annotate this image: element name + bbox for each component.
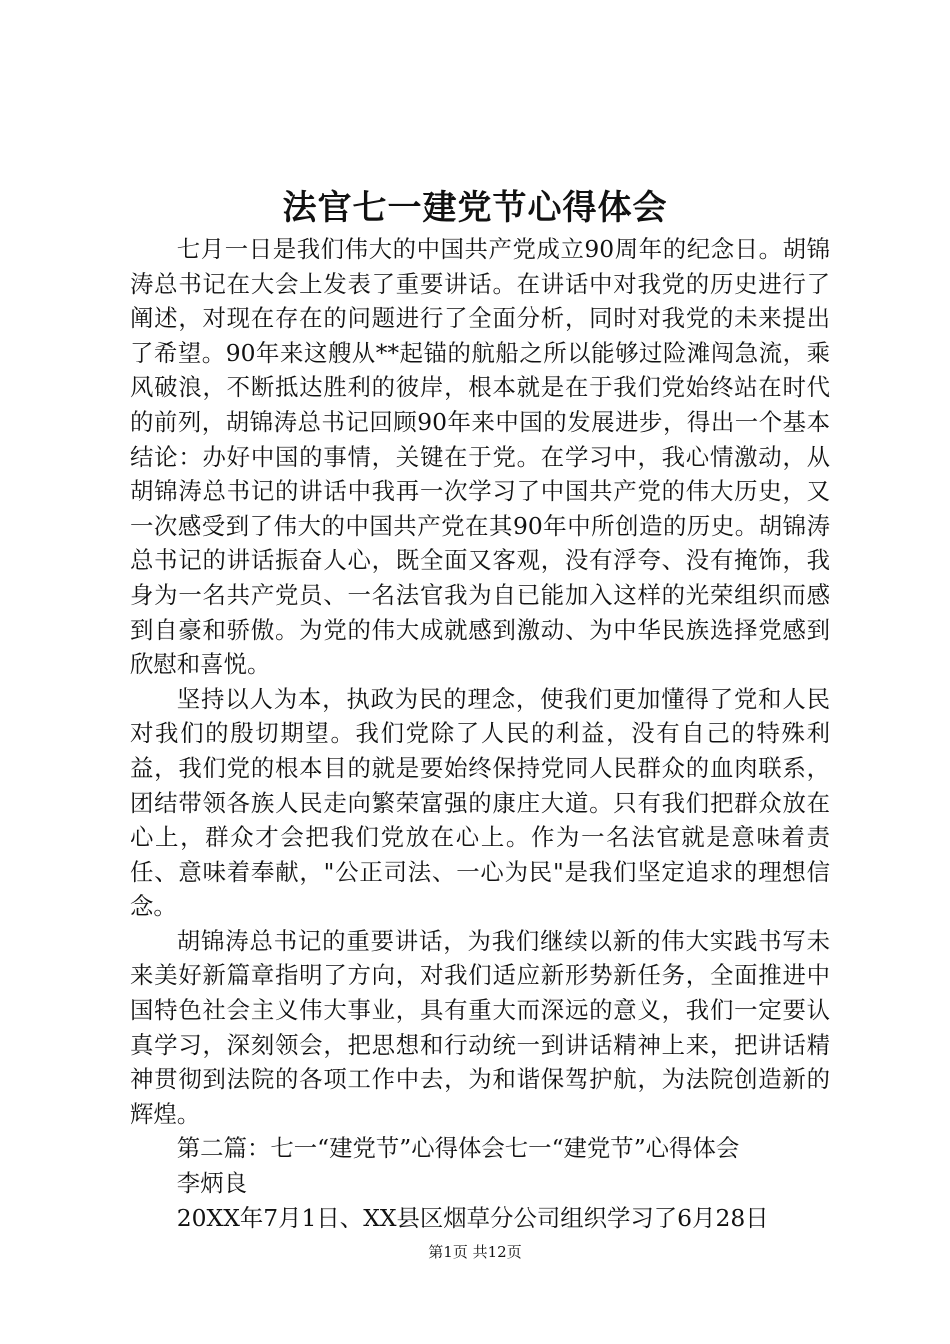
paragraph-1: 七月一日是我们伟大的中国共产党成立90周年的纪念日。胡锦涛总书记在大会上发表了重要讲话。在讲话中对我党的历史进行了阐述，对现在存在的问题进行了全面分析，同时对我党的未来提出了希望。90年来这艘从**起锚的航船之所以能够过险滩闯急流，乘风破浪，不断抵达胜利的彼岸，根本就是在于我们党始终站在时代的前列，胡锦涛总书记回顾90年来中国的发展进步，得出一个基本结论：办好中国的事情，关键在于党。在学习中，我心情激动，从胡锦涛总书记的讲话中我再一次学习了中国共产党的伟大历史，又一次感受到了伟大的中国共产党在其90年中所创造的历史。胡锦涛总书记的讲话振奋人心，既全面又客观，没有浮夸、没有掩饰，我身为一名共产党员、一名法官我为自已能加入这样的光荣组织而感到自豪和骄傲。为党的伟大成就感到激动、为中华民族选择党感到欣慰和喜悦。 <box>130 235 830 679</box>
page-number-footer: 第1页 共12页 <box>428 1243 522 1261</box>
author-name: 李炳良 <box>176 1169 247 1198</box>
document-title: 法官七一建党节心得体会 <box>282 188 668 228</box>
paragraph-4: 20XX年7月1日、XX县区烟草分公司组织学习了6月28日 <box>176 1203 769 1232</box>
section-heading-part-two: 第二篇：七一“建党节”心得体会七一“建党节”心得体会 <box>176 1134 740 1163</box>
document-body <box>130 232 830 1235</box>
paragraph-2: 坚持以人为本，执政为民的理念，使我们更加懂得了党和人民对我们的殷切期望。我们党除了人民的利益，没有自己的特殊利益，我们党的根本目的就是要始终保持党同人民群众的血肉联系，团结带领各族人民走向繁荣富强的康庄大道。只有我们把群众放在心上，群众才会把我们党放在心上。作为一名法官就是意味着责任、意味着奉献，"公正司法、一心为民"是我们坚定追求的理想信念。 <box>130 684 830 921</box>
paragraph-3: 胡锦涛总书记的重要讲话，为我们继续以新的伟大实践书写未来美好新篇章指明了方向，对我们适应新形势新任务，全面推进中国特色社会主义伟大事业，具有重大而深远的意义，我们一定要认真学习，深刻领会，把思想和行动统一到讲话精神上来，把讲话精神贯彻到法院的各项工作中去，为和谐保驾护航，为法院创造新的辉煌。 <box>130 926 830 1128</box>
